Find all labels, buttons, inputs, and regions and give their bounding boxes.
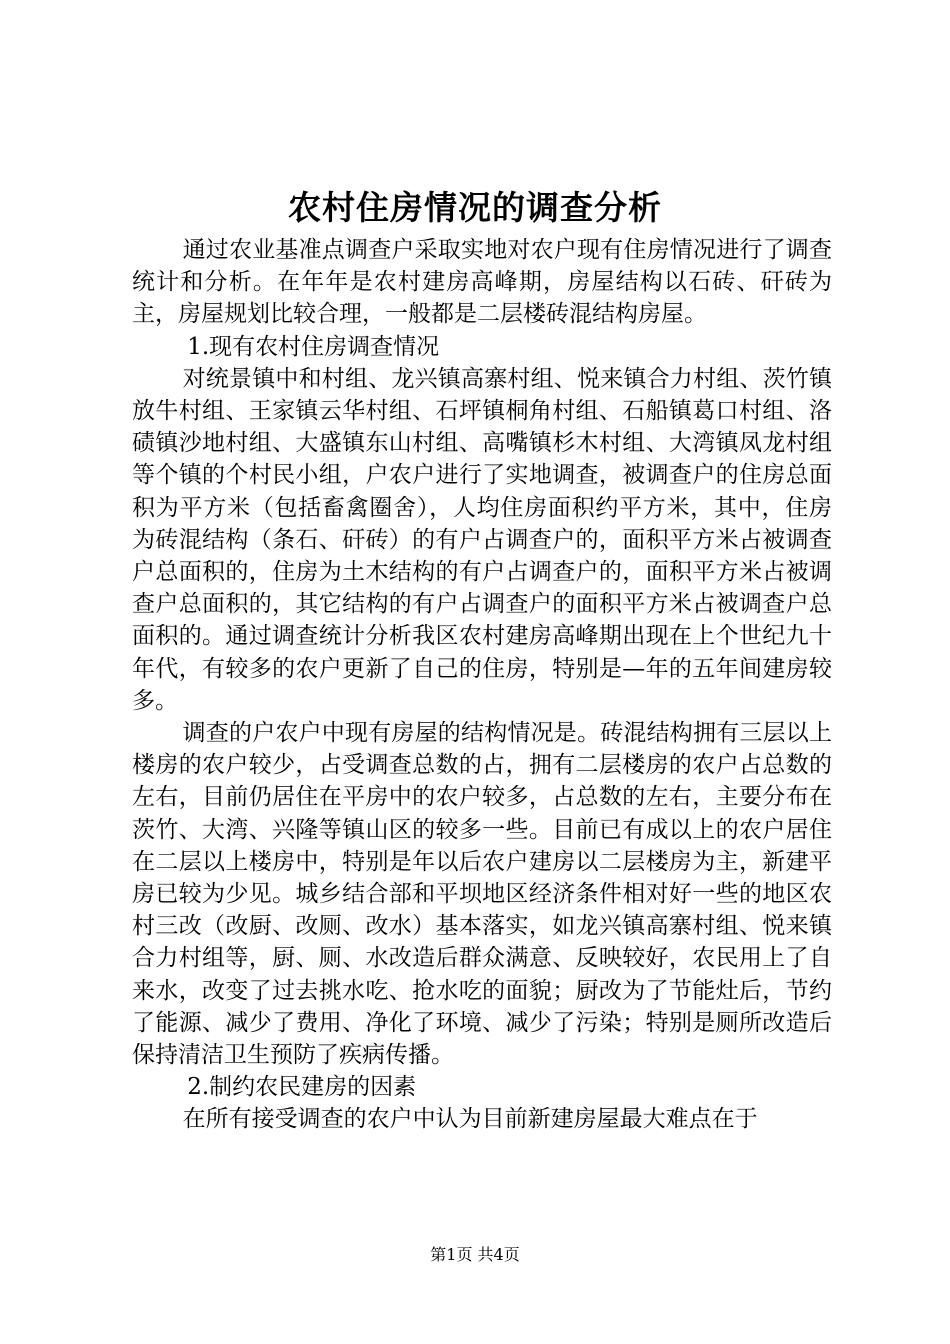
paragraph-structure-status: 调查的户农户中现有房屋的结构情况是。砖混结构拥有三层以上楼房的农户较少，占受调查总数的占，拥有二层楼房的农户占总数的左右，目前仍居住在平房中的农户较多，占总数的左右，主要分布在茨竹、大湾、兴隆等镇山区的较多一些。目前已有成以上的农户居住在二层以上楼房中，特别是年以后农户建房以二层楼房为主，新建平房已较为少见。城乡结合部和平坝地区经济条件相对好一些的地区农村三改（改厨、改厕、改水）基本落实，如龙兴镇高寨村组、悦来镇合力村组等，厨、厕、水改造后群众满意、反映较好，农民用上了自来水，改变了过去挑水吃、抢水吃的面貌；厨改为了节能灶后，节约了能源、减少了费用、净化了环境、减少了污染；特别是厕所改造后保持清洁卫生预防了疾病传播。 [132,720,832,1069]
page-footer: 第1页 共4页 [430,1245,520,1264]
section-heading-2: 2.制约农民建房的因素 [187,1074,417,1101]
document-title: 农村住房情况的调查分析 [288,188,662,227]
section-heading-1: 1.现有农村住房调查情况 [187,333,440,360]
paragraph-constraints: 在所有接受调查的农户中认为目前新建房屋最大难点在于 [182,1106,758,1133]
document-body [132,234,832,1136]
paragraph-intro: 通过农业基准点调查户采取实地对农户现有住房情况进行了调查统计和分析。在年年是农村建房高峰期，房屋结构以石砖、矸砖为主，房屋规划比较合理，一般都是二层楼砖混结构房屋。 [132,237,832,328]
paragraph-survey-details: 对统景镇中和村组、龙兴镇高寨村组、悦来镇合力村组、茨竹镇放牛村组、王家镇云华村组、石坪镇桐角村组、石船镇葛口村组、洛碛镇沙地村组、大盛镇东山村组、高嘴镇杉木村组、大湾镇凤龙村组等个镇的个村民小组，户农户进行了实地调查，被调查户的住房总面积为平方米（包括畜禽圈舍），人均住房面积约平方米，其中，住房为砖混结构（条石、矸砖）的有户占调查户的，面积平方米占被调查户总面积的，住房为土木结构的有户占调查户的，面积平方米占被调查户总面积的，其它结构的有户占调查户的面积平方米占被调查户总面积的。通过调查统计分析我区农村建房高峰期出现在上个世纪九十年代，有较多的农户更新了自己的住房，特别是—年的五年间建房较多。 [132,365,832,714]
